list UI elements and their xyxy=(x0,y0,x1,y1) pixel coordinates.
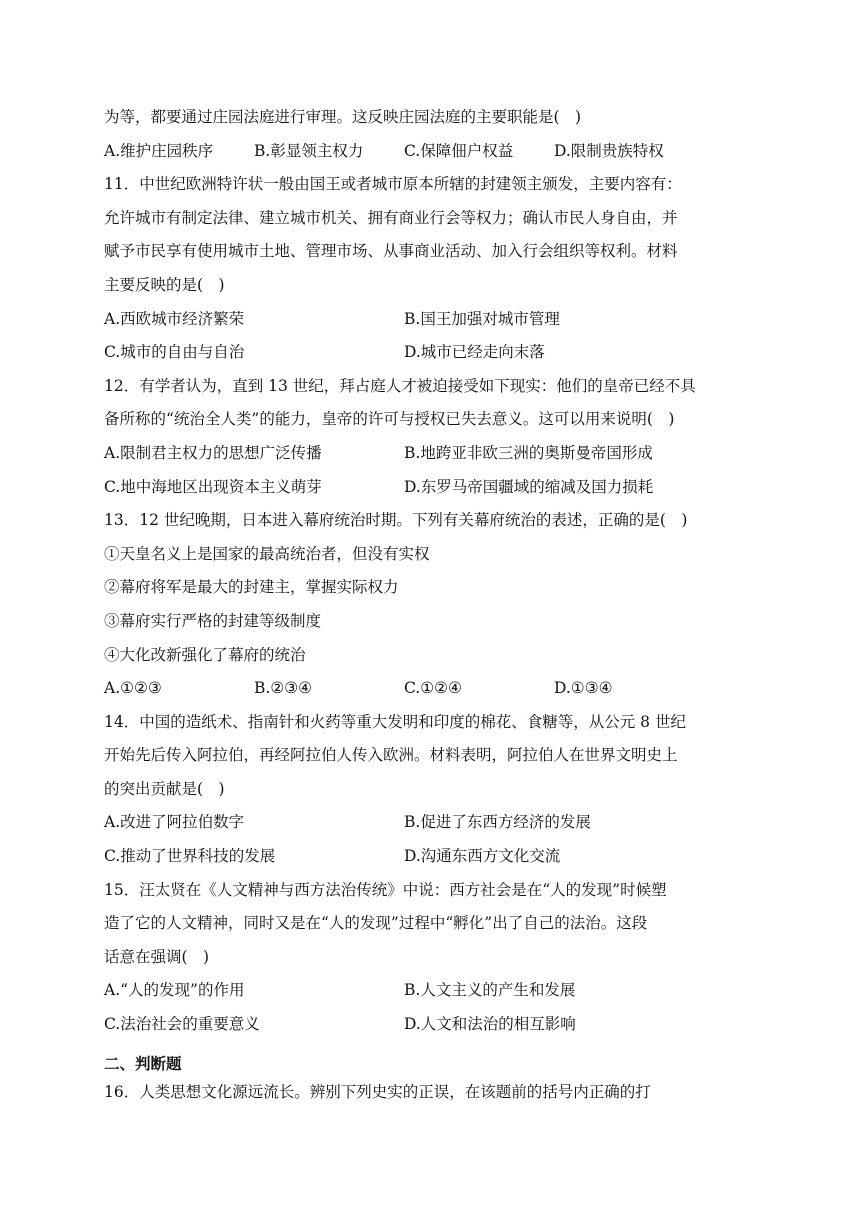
q14-options-row-1 xyxy=(104,806,764,840)
q14-option-b: B.促进了东西方经济的发展 xyxy=(404,813,591,832)
q13-statement: ②幕府将军是最大的封建主，掌握实际权力 xyxy=(104,578,399,597)
q12-option-c: C.地中海地区出现资本主义萌芽 xyxy=(104,477,322,496)
q10-option-c: C.保障佃户权益 xyxy=(404,141,514,160)
q12-options-row-1 xyxy=(104,437,764,471)
q14-option-c: C.推动了世界科技的发展 xyxy=(104,847,276,866)
q10-stem-tail: 为等，都要通过庄园法庭进行审理。这反映庄园法庭的主要职能是( ) xyxy=(104,108,582,126)
q11-option-d: D.城市已经走向末落 xyxy=(404,343,545,362)
q14-stem-line: 的突出贡献是( ) xyxy=(104,779,225,798)
q11-stem-line: 主要反映的是( ) xyxy=(104,275,225,294)
q13-statement: ③幕府实行严格的封建等级制度 xyxy=(104,611,322,630)
q15-stem-line: 造了它的人文精神，同时又是在“人的发现”过程中“孵化”出了自己的法治。这段 xyxy=(104,914,648,933)
q12-option-a: A.限制君主权力的思想广泛传播 xyxy=(104,443,322,462)
q13-option-c: C.①②④ xyxy=(404,679,462,698)
q11-options-row-2 xyxy=(104,336,764,370)
q15-option-c: C.法治社会的重要意义 xyxy=(104,1015,260,1034)
q12-option-d: D.东罗马帝国疆域的缩减及国力损耗 xyxy=(404,477,654,496)
q12-option-b: B.地跨亚非欧三洲的奥斯曼帝国形成 xyxy=(404,443,653,462)
q11-option-c: C.城市的自由与自治 xyxy=(104,343,245,362)
q15-stem-line: 15．汪太贤在《人文精神与西方法治传统》中说：西方社会是在“人的发现”时候塑 xyxy=(104,880,667,899)
q12-stem-line: 12．有学者认为，直到 13 世纪，拜占庭人才被迫接受如下现实：他们的皇帝已经不具 xyxy=(104,376,696,395)
q14-stem-line: 开始先后传入阿拉伯，再经阿拉伯人传入欧洲。材料表明，阿拉伯人在世界文明史上 xyxy=(104,746,678,765)
q11-option-b: B.国王加强对城市管理 xyxy=(404,309,560,328)
q13-stem-line: 13．12 世纪晚期，日本进入幕府统治时期。下列有关幕府统治的表述，正确的是( ) xyxy=(104,511,688,530)
q11-options-row-1 xyxy=(104,303,764,337)
q10-options xyxy=(104,135,764,169)
q13-options xyxy=(104,672,764,706)
q15-option-a: A.“人的发现”的作用 xyxy=(104,981,245,1000)
q14-option-a: A.改进了阿拉伯数字 xyxy=(104,813,245,832)
q12-stem-line: 备所称的“统治全人类”的能力，皇帝的许可与授权已失去意义。这可以用来说明( ) xyxy=(104,410,675,429)
q11-stem-line: 赋予市民享有使用城市土地、管理市场、从事商业活动、加入行会组织等权利。材料 xyxy=(104,242,678,261)
exam-page xyxy=(104,101,764,1109)
q13-option-b: B.②③④ xyxy=(254,679,313,698)
q13-option-a: A.①②③ xyxy=(104,679,162,698)
q15-option-d: D.人文和法治的相互影响 xyxy=(404,1015,576,1034)
q14-option-d: D.沟通东西方文化交流 xyxy=(404,847,561,866)
q15-option-b: B.人文主义的产生和发展 xyxy=(404,981,576,1000)
q13-statement: ①天皇名义上是国家的最高统治者，但没有实权 xyxy=(104,544,430,563)
q10-option-d: D.限制贵族特权 xyxy=(554,141,664,160)
q14-stem-line: 14．中国的造纸术、指南针和火药等重大发明和印度的棉花、食糖等，从公元 8 世纪 xyxy=(104,712,686,731)
q15-stem-line: 话意在强调( ) xyxy=(104,947,210,966)
q13-statement: ④大化改新强化了幕府的统治 xyxy=(104,645,306,664)
q11-stem-line: 允许城市有制定法律、建立城市机关、拥有商业行会等权力；确认市民人身自由，并 xyxy=(104,208,678,227)
q15-options-row-2 xyxy=(104,1008,764,1042)
q11-option-a: A.西欧城市经济繁荣 xyxy=(104,309,245,328)
q14-options-row-2 xyxy=(104,840,764,874)
q12-options-row-2 xyxy=(104,471,764,505)
q11-stem-line: 11．中世纪欧洲特许状一般由国王或者城市原本所辖的封建领主颁发，主要内容有： xyxy=(104,175,682,194)
q13-option-d: D.①③④ xyxy=(554,679,613,698)
q10-option-b: B.彰显领主权力 xyxy=(254,141,364,160)
q16-stem-line: 16．人类思想文化源远流长。辨别下列史实的正误，在该题前的括号内正确的打 xyxy=(104,1082,651,1101)
q15-options-row-1 xyxy=(104,974,764,1008)
section-heading: 二、判断题 xyxy=(104,1054,182,1073)
q10-option-a: A.维护庄园秩序 xyxy=(104,141,214,160)
